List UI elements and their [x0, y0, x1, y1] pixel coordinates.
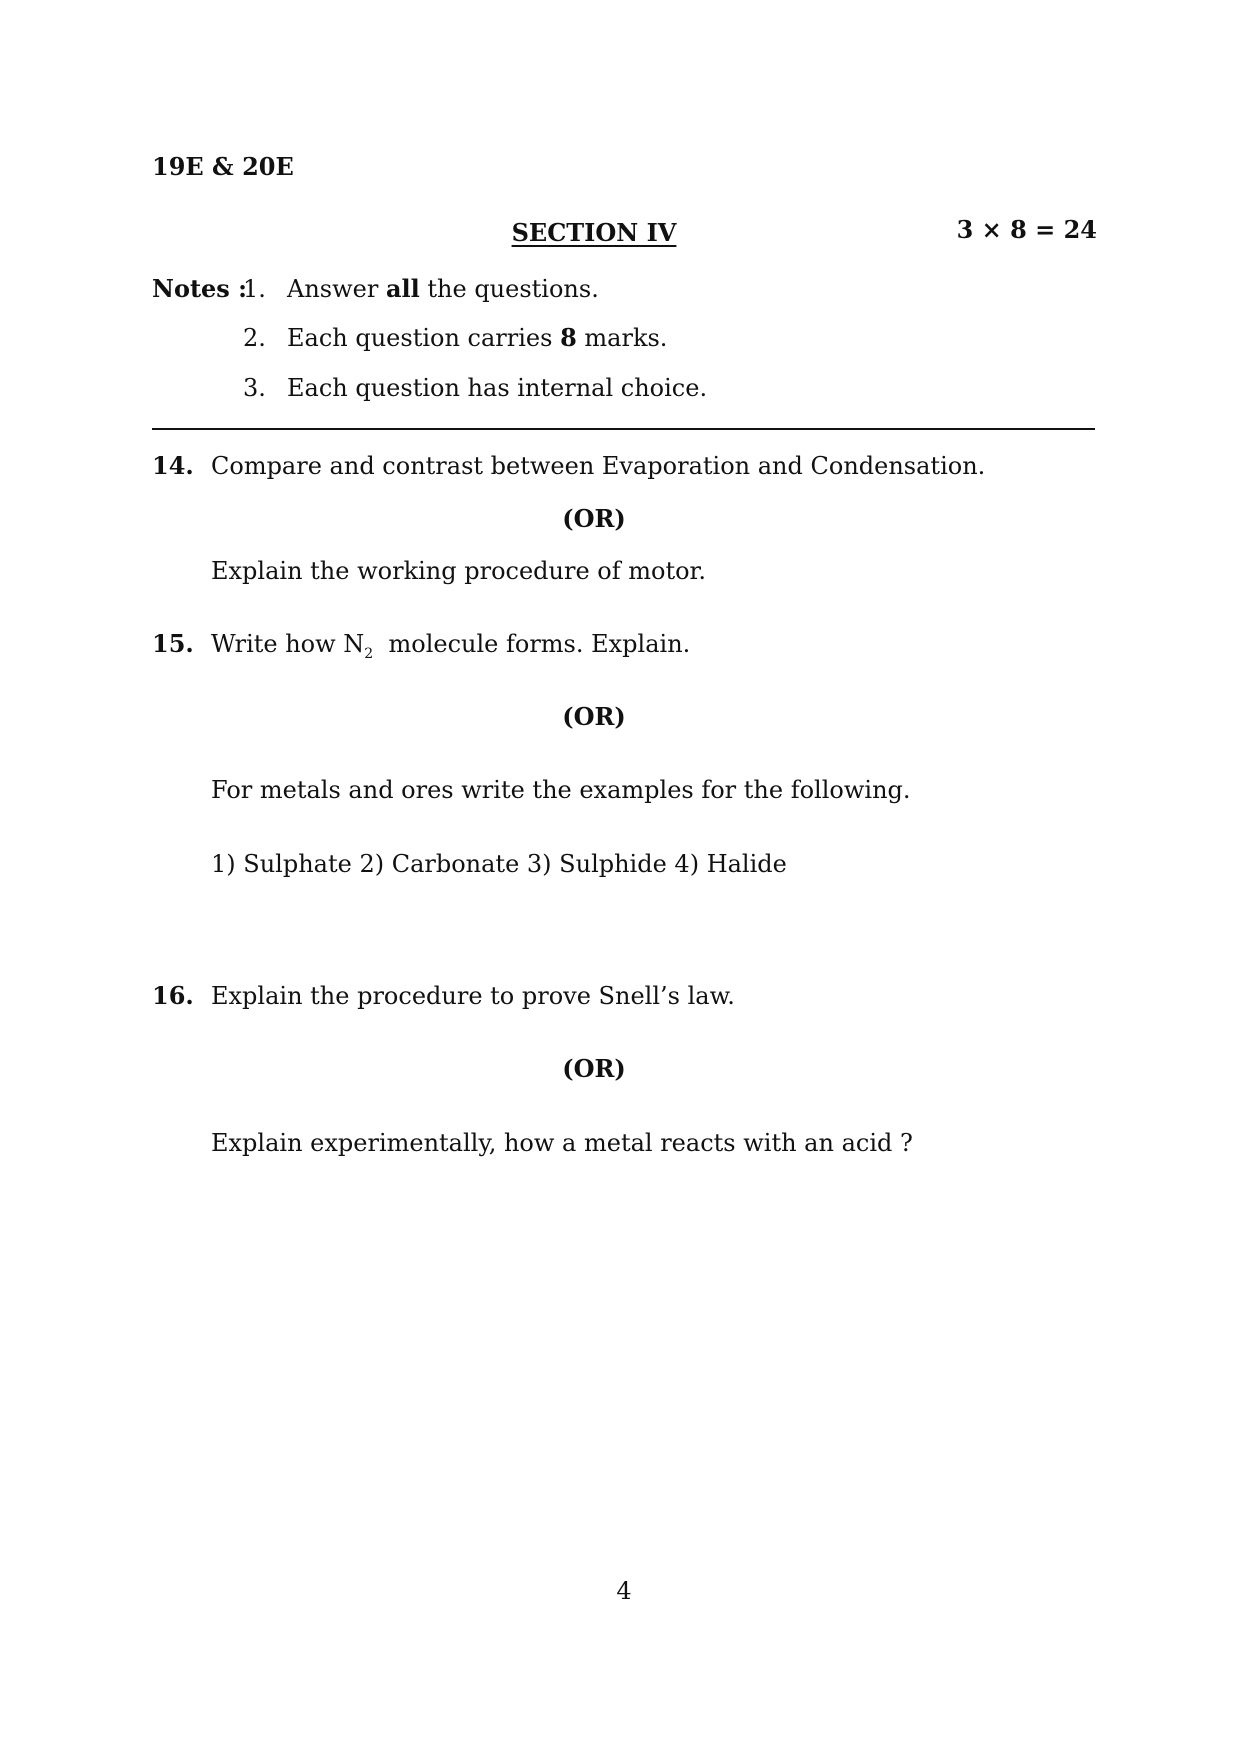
note-text: Answer all the questions.: [287, 274, 599, 303]
note-number: 2.: [243, 324, 266, 352]
question-text: Explain the procedure to prove Snell’s law.: [211, 982, 735, 1010]
marks-formula: 3 × 8 = 24: [956, 215, 1097, 244]
question-number: 16.: [152, 981, 194, 1010]
notes-label: Notes :: [152, 274, 248, 303]
alternative-question-text: Explain experimentally, how a metal reacts with an acid ?: [211, 1129, 913, 1157]
question-number: 15.: [152, 629, 194, 658]
alternative-question-text: Explain the working procedure of motor.: [211, 557, 707, 585]
note-text: Each question carries 8 marks.: [287, 323, 668, 352]
question-number: 14.: [152, 451, 194, 480]
alternative-question-text: For metals and ores write the examples for the following.: [211, 776, 911, 804]
page-number: 4: [616, 1577, 632, 1605]
horizontal-divider: [152, 428, 1095, 430]
alternative-question-list: 1) Sulphate 2) Carbonate 3) Sulphide 4) Halide: [211, 850, 787, 878]
or-separator: (OR): [562, 504, 626, 533]
question-text: Compare and contrast between Evaporation and Condensation.: [211, 452, 986, 480]
paper-code: 19E & 20E: [152, 152, 294, 181]
section-title: SECTION IV: [511, 218, 677, 247]
note-number: 3.: [243, 374, 266, 402]
or-separator: (OR): [562, 1054, 626, 1083]
subscript: 2: [364, 646, 374, 662]
note-text: Each question has internal choice.: [287, 374, 708, 402]
or-separator: (OR): [562, 702, 626, 731]
question-text: Write how $N_2$ molecule forms. Explain.: [211, 630, 691, 662]
note-number: 1.: [243, 275, 266, 303]
